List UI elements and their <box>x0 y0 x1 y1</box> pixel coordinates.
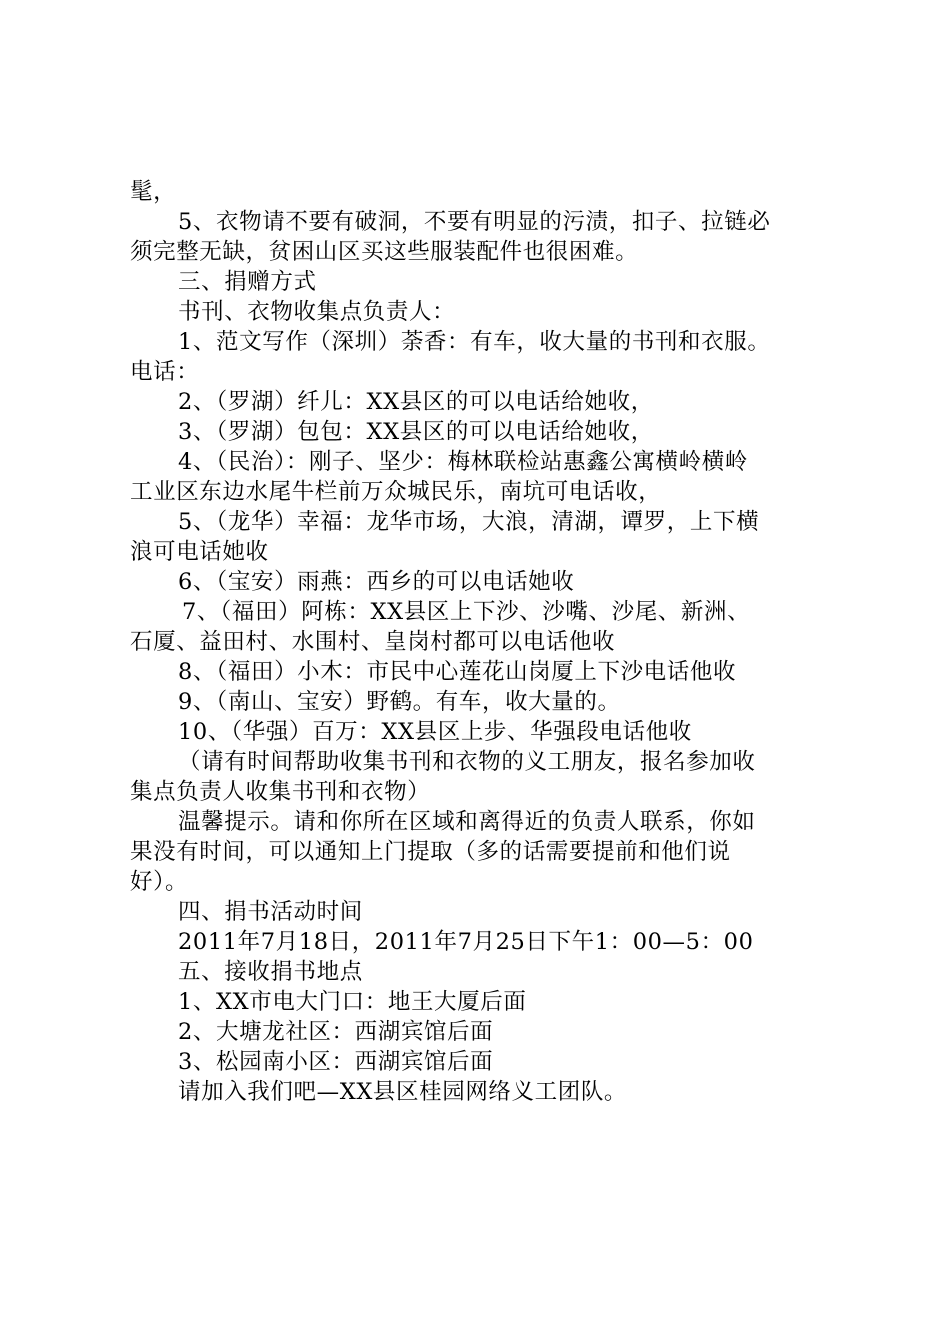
text-line: 工业区东边水尾牛栏前万众城民乐，南坑可电话收， <box>130 479 662 505</box>
section-heading: 五、接收捐书地点 <box>178 959 363 985</box>
text-line: 2、（罗湖）纤儿：XX县区的可以电话给她收， <box>178 389 654 415</box>
text-line: 3、（罗湖）包包：XX县区的可以电话给她收， <box>178 419 654 445</box>
text-line: （请有时间帮助收集书刊和衣物的义工朋友，报名参加收 <box>178 749 756 775</box>
text-line: 1、XX市电大门口：地王大厦后面 <box>178 989 527 1015</box>
text-line: 10、（华强）百万：XX县区上步、华强段电话他收 <box>178 719 692 745</box>
text-line: 4、（民治）：刚子、坚少：梅林联检站惠鑫公寓横岭横岭 <box>178 449 748 475</box>
text-line: 6、（宝安）雨燕：西乡的可以电话她收 <box>178 569 575 595</box>
text-line: 好）。 <box>130 869 189 895</box>
section-heading: 四、捐书活动时间 <box>178 899 363 925</box>
text-line: 集点负责人收集书刊和衣物） <box>130 779 431 805</box>
text-line: 温馨提示。请和你所在区域和离得近的负责人联系，你如 <box>178 809 756 835</box>
section-heading: 三、捐赠方式 <box>178 269 317 295</box>
text-line: 石厦、益田村、水围村、皇岗村都可以电话他收 <box>130 629 616 655</box>
text-line: 3、松园南小区：西湖宾馆后面 <box>178 1049 494 1075</box>
text-line: 5、衣物请不要有破洞，不要有明显的污渍，扣子、拉链必 <box>178 209 771 235</box>
text-line: 书刊、衣物收集点负责人： <box>178 299 456 325</box>
text-line: 8、（福田）小木：市民中心莲花山岗厦上下沙电话他收 <box>178 659 737 685</box>
document-body <box>130 177 830 1107</box>
text-line: 须完整无缺，贫困山区买这些服装配件也很困难。 <box>130 239 639 265</box>
text-line: 1、范文写作（深圳）荼香：有车，收大量的书刊和衣服。 <box>178 329 771 355</box>
text-line: 浪可电话她收 <box>130 539 269 565</box>
text-line: 髦， <box>130 179 177 205</box>
text-line: 5、（龙华）幸福：龙华市场，大浪，清湖，谭罗，上下横 <box>178 509 760 535</box>
text-line: 电话： <box>130 359 200 385</box>
text-line: 2011年7月18日，2011年7月25日下午1：00—5：00 <box>178 929 754 955</box>
text-line: 7、（福田）阿栋：XX县区上下沙、沙嘴、沙尾、新洲、 <box>182 599 751 625</box>
text-line: 果没有时间，可以通知上门提取（多的话需要提前和他们说 <box>130 839 731 865</box>
text-line: 9、（南山、宝安）野鹤。有车，收大量的。 <box>178 689 621 715</box>
text-line: 2、大塘龙社区：西湖宾馆后面 <box>178 1019 494 1045</box>
text-line: 请加入我们吧—XX县区桂园网络义工团队。 <box>178 1079 628 1105</box>
